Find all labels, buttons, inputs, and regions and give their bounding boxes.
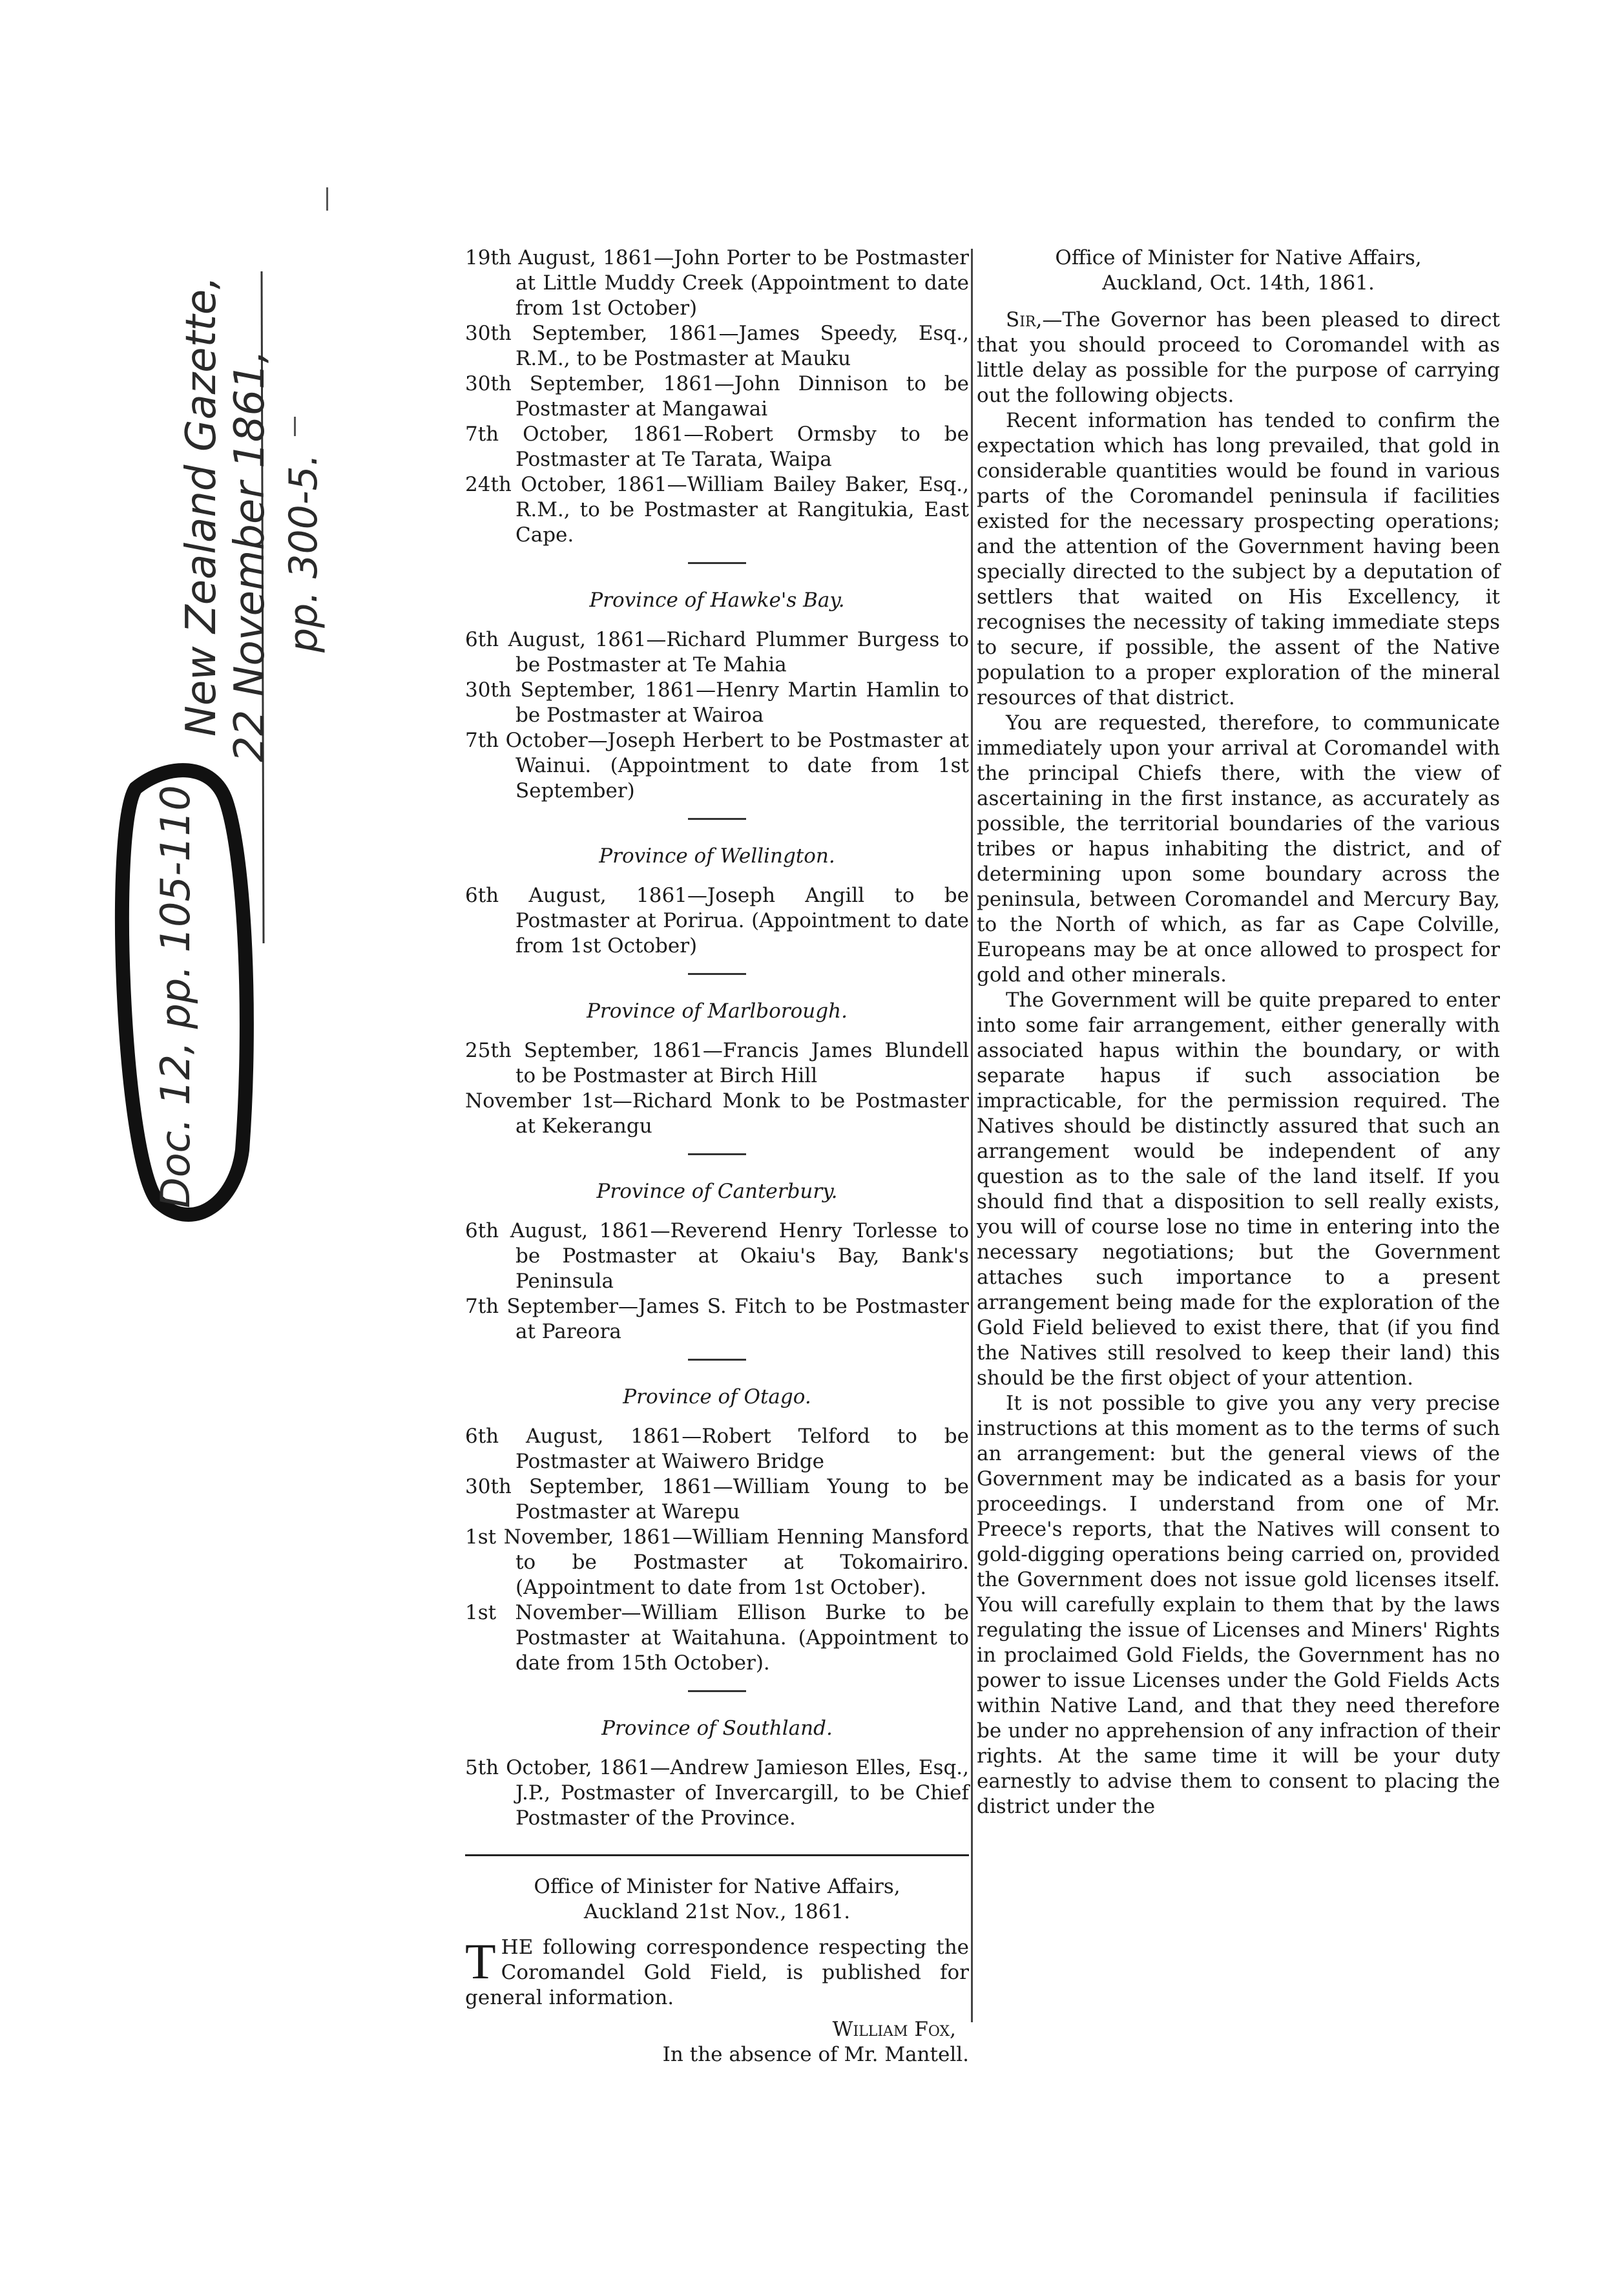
initial-appointments <box>465 246 969 548</box>
notice-divider <box>465 1854 969 1856</box>
appointment-entry: 19th August, 1861—John Porter to be Postmaster at Little Muddy Creek (Appointment to date from 1st October) <box>465 246 969 320</box>
section-divider <box>688 1359 746 1361</box>
letter-date: Auckland, Oct. 14th, 1861. <box>1102 271 1375 295</box>
province-section <box>465 1359 969 1676</box>
appointment-entry: 6th August, 1861—Reverend Henry Torlesse to be Postmaster at Okaiu's Bay, Bank's Peninsula <box>465 1219 969 1293</box>
left-column <box>465 246 969 2067</box>
province-section <box>465 973 969 1139</box>
appointment-entry: 1st November—William Ellison Burke to be Postmaster at Waitahuna. (Appointment to date from 15th October). <box>465 1601 969 1675</box>
appointment-entry: 1st November, 1861—William Henning Mansford to be Postmaster at Tokomairiro. (Appointment to date from 1st October). <box>465 1525 969 1599</box>
margin-note-line2: 22 November 1861, <box>226 350 274 762</box>
section-divider <box>688 973 746 975</box>
province-section <box>465 1153 969 1345</box>
appointment-entry: 30th September, 1861—William Young to be Postmaster at Warepu <box>465 1475 969 1523</box>
province-section <box>465 562 969 804</box>
letter-paragraph-text: —The Governor has been pleased to direct that you should proceed to Coromandel with as little delay as possible for the purpose of carrying out the following objects. <box>977 308 1500 407</box>
province-section <box>465 1690 969 1831</box>
appointment-entry: 6th August, 1861—Richard Plummer Burgess to be Postmaster at Te Mahia <box>465 628 969 676</box>
column-rule <box>971 249 973 2022</box>
section-divider <box>688 818 746 820</box>
letter-paragraph: Recent information has tended to confirm the expectation which has long prevailed, that gold in considerable quantities would be found in various parts of the Coromandel peninsula if facilities existed for the necessary prospecting operations; and the attention of the Government having been specially directed to the subject by a deputation of settlers that waited on His Excellency, it recognises the necessity of taking immediate steps to secure, if possible, the assent of the Native population to a proper exploration of the mineral resources of that district. <box>977 409 1500 709</box>
appointment-entry: 25th September, 1861—Francis James Blundell to be Postmaster at Birch Hill <box>465 1039 969 1087</box>
province-heading: Province of Wellington. <box>599 844 835 868</box>
notice-date: Auckland 21st Nov., 1861. <box>583 1900 851 1923</box>
section-divider <box>688 1690 746 1692</box>
appointment-entry: 5th October, 1861—Andrew Jamieson Elles, Esq., J.P., Postmaster of Invercargill, to be Chief Postmaster of the Province. <box>465 1756 969 1830</box>
publication-notice <box>465 1874 969 2067</box>
appointment-entry: 24th October, 1861—William Bailey Baker, Esq., R.M., to be Postmaster at Rangitukia, East Cape. <box>465 473 969 547</box>
appointment-entry: 7th October—Joseph Herbert to be Postmaster at Wainui. (Appointment to date from 1st September) <box>465 729 969 802</box>
notice-office: Office of Minister for Native Affairs, <box>534 1875 900 1898</box>
province-heading: Province of Otago. <box>623 1385 811 1408</box>
letter-paragraph: It is not possible to give you any very precise instructions at this moment as to the terms of such an arrangement: but the general views of the Government may be indicated as a basis for your proceedings. I understand from one of Mr. Preece's reports, that the Natives will consent to gold-digging operations being carried on, provided the Government does not issue gold licenses itself. You will carefully explain to them that by the laws regulating the issue of Licenses and Miners' Rights in proclaimed Gold Fields, the Government has no power to issue Licenses under the Gold Fields Acts within Native Land, and that they need therefore be under no apprehension of any infraction of their rights. At the same time it will be your duty earnestly to advise them to consent to placing the district under the <box>977 1392 1500 1818</box>
appointment-entry: 7th September—James S. Fitch to be Postmaster at Pareora <box>465 1295 969 1343</box>
section-divider <box>688 562 746 564</box>
province-heading: Province of Marlborough. <box>587 999 848 1023</box>
appointment-entry: 6th August, 1861—Joseph Angill to be Postmaster at Porirua. (Appointment to date from 1st October) <box>465 884 969 958</box>
letter-paragraph: The Government will be quite prepared to enter into some fair arrangement, either generally with associated hapus within the boundary, or with separate hapus if such association be impracticable, for the permission required. The Natives should be distinctly assured that such an arrangement would be independent of any question as to the sale of the land itself. If you should find that a disposition to sell really exists, you will of course lose no time in entering into the necessary negotiations; but the Government attaches such importance to a present arrangement being made for the exploration of the Gold Field believed to exist there, that (if you find the Natives still resolved to keep their land) this should be the first object of your attention. <box>977 989 1500 1390</box>
appointment-entry: 7th October, 1861—Robert Ormsby to be Postmaster at Te Tarata, Waipa <box>465 423 969 471</box>
letter-office: Office of Minister for Native Affairs, <box>1055 246 1422 269</box>
appointment-entry: 30th September, 1861—James Speedy, Esq., R.M., to be Postmaster at Mauku <box>465 322 969 370</box>
section-divider <box>688 1153 746 1155</box>
province-section <box>465 818 969 959</box>
letter-paragraph <box>977 308 1500 408</box>
appointment-entry: 6th August, 1861—Robert Telford to be Postmaster at Waiwero Bridge <box>465 1425 969 1473</box>
margin-note-line3: pp. 300-5. <box>281 454 326 653</box>
appointment-entry: November 1st—Richard Monk to be Postmaster at Kekerangu <box>465 1089 969 1138</box>
drop-cap: T <box>465 1933 496 1989</box>
letter-salutation: Sir, <box>1006 308 1043 331</box>
margin-note-line1: New Zealand Gazette, <box>178 276 225 737</box>
appointment-entry: 30th September, 1861—Henry Martin Hamlin to be Postmaster at Wairoa <box>465 678 969 727</box>
right-column <box>977 246 1500 1819</box>
margin-annotation <box>97 246 381 1253</box>
province-heading: Province of Southland. <box>601 1717 833 1740</box>
margin-note-line4: Doc. 12, pp. 105-110 <box>152 785 199 1208</box>
notice-signatory-note: In the absence of Mr. Mantell. <box>662 2043 969 2066</box>
notice-body <box>465 1935 969 2011</box>
notice-signatory: William Fox, <box>832 2018 956 2041</box>
scan-mark <box>294 417 296 436</box>
province-heading: Province of Hawke's Bay. <box>589 589 845 612</box>
notice-body-text: HE following correspondence respecting the Coromandel Gold Field, is published for general information. <box>465 1936 969 2009</box>
letter-paragraph: You are requested, therefore, to communicate immediately upon your arrival at Coromandel with the principal Chiefs there, with the view of ascertaining in the first instance, as accurately as possible, the territorial boundaries of the various tribes or hapus inhabiting the district, and of determining upon some boundary across the peninsula, between Coromandel and Mercury Bay, to the North of which, as far as Cape Colville, Europeans may be at once allowed to prospect for gold and other minerals. <box>977 711 1500 987</box>
scan-mark <box>326 187 328 211</box>
province-heading: Province of Canterbury. <box>596 1180 838 1203</box>
appointment-entry: 30th September, 1861—John Dinnison to be Postmaster at Mangawai <box>465 372 969 421</box>
